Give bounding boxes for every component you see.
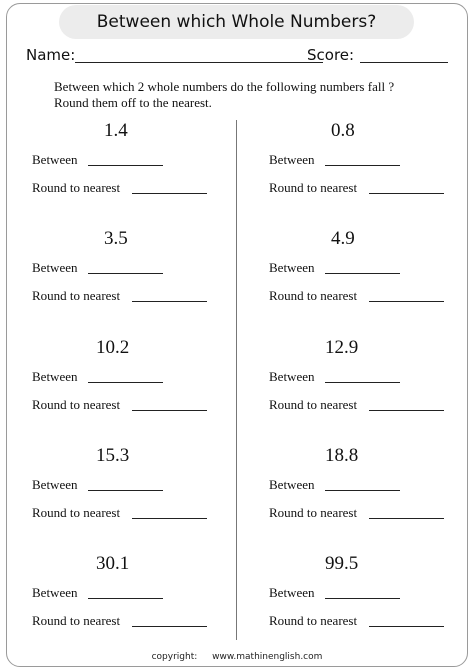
instructions (54, 79, 454, 111)
between-row (32, 477, 77, 493)
problem-3 (32, 228, 232, 328)
round-label: Round to nearest (32, 180, 121, 195)
between-answer-blank[interactable] (88, 165, 163, 166)
round-label: Round to nearest (269, 288, 358, 303)
column-divider (236, 120, 237, 640)
between-label: Between (269, 477, 315, 492)
round-answer-blank[interactable] (132, 301, 207, 302)
round-row (32, 613, 120, 629)
between-label: Between (32, 369, 78, 384)
round-label: Round to nearest (32, 505, 121, 520)
problem-5 (32, 337, 232, 437)
between-label: Between (32, 585, 78, 600)
round-answer-blank[interactable] (369, 626, 444, 627)
between-row (269, 585, 314, 601)
round-row (269, 180, 357, 196)
round-row (32, 288, 120, 304)
name-label: Name: (26, 46, 76, 64)
problem-number: 18.8 (325, 445, 359, 466)
between-answer-blank[interactable] (325, 490, 400, 491)
round-answer-blank[interactable] (132, 193, 207, 194)
round-row (32, 397, 120, 413)
problem-7 (32, 445, 232, 545)
between-row (269, 477, 314, 493)
round-label: Round to nearest (269, 613, 358, 628)
name-score-line (26, 46, 456, 68)
title-text: Between which Whole Numbers? (96, 12, 377, 32)
round-row (269, 505, 357, 521)
between-label: Between (32, 260, 78, 275)
between-row (32, 585, 77, 601)
footer (0, 652, 474, 662)
problem-number: 0.8 (331, 120, 355, 141)
round-row (32, 505, 120, 521)
problem-1 (32, 120, 232, 220)
problem-number: 4.9 (331, 228, 355, 249)
problem-number: 10.2 (96, 337, 130, 358)
problem-9 (32, 553, 232, 653)
between-label: Between (32, 152, 78, 167)
problem-number: 1.4 (104, 120, 128, 141)
instructions-line-2: Round them off to the nearest. (54, 95, 212, 110)
problem-10 (269, 553, 469, 653)
round-answer-blank[interactable] (132, 518, 207, 519)
problem-4 (269, 228, 469, 328)
problem-number: 3.5 (104, 228, 128, 249)
problem-number: 12.9 (325, 337, 359, 358)
round-row (269, 288, 357, 304)
round-row (269, 613, 357, 629)
score-label: Score: (307, 46, 355, 64)
round-row (269, 397, 357, 413)
round-label: Round to nearest (269, 505, 358, 520)
between-row (269, 152, 314, 168)
problem-2 (269, 120, 469, 220)
problem-6 (269, 337, 469, 437)
between-row (32, 152, 77, 168)
round-row (32, 180, 120, 196)
round-answer-blank[interactable] (369, 193, 444, 194)
round-label: Round to nearest (32, 397, 121, 412)
round-label: Round to nearest (269, 180, 358, 195)
between-answer-blank[interactable] (325, 165, 400, 166)
between-answer-blank[interactable] (325, 273, 400, 274)
round-label: Round to nearest (269, 397, 358, 412)
between-label: Between (269, 369, 315, 384)
between-row (32, 369, 77, 385)
between-row (269, 260, 314, 276)
between-answer-blank[interactable] (88, 490, 163, 491)
between-label: Between (269, 585, 315, 600)
round-answer-blank[interactable] (132, 410, 207, 411)
between-answer-blank[interactable] (325, 598, 400, 599)
problem-number: 30.1 (96, 553, 130, 574)
round-answer-blank[interactable] (369, 410, 444, 411)
between-answer-blank[interactable] (88, 382, 163, 383)
score-field[interactable] (360, 62, 448, 63)
round-answer-blank[interactable] (369, 518, 444, 519)
between-answer-blank[interactable] (325, 382, 400, 383)
problem-number: 99.5 (325, 553, 359, 574)
worksheet-title (59, 5, 414, 39)
between-label: Between (32, 477, 78, 492)
between-row (32, 260, 77, 276)
between-answer-blank[interactable] (88, 598, 163, 599)
copyright-label: copyright: (151, 652, 198, 662)
between-label: Between (269, 260, 315, 275)
name-field[interactable] (75, 62, 323, 63)
between-label: Between (269, 152, 315, 167)
between-answer-blank[interactable] (88, 273, 163, 274)
round-answer-blank[interactable] (132, 626, 207, 627)
round-label: Round to nearest (32, 613, 121, 628)
round-answer-blank[interactable] (369, 301, 444, 302)
problem-8 (269, 445, 469, 545)
problem-number: 15.3 (96, 445, 130, 466)
between-row (269, 369, 314, 385)
round-label: Round to nearest (32, 288, 121, 303)
site-link[interactable]: www.mathinenglish.com (212, 652, 323, 662)
instructions-line-1: Between which 2 whole numbers do the following numbers fall ? (54, 79, 395, 94)
